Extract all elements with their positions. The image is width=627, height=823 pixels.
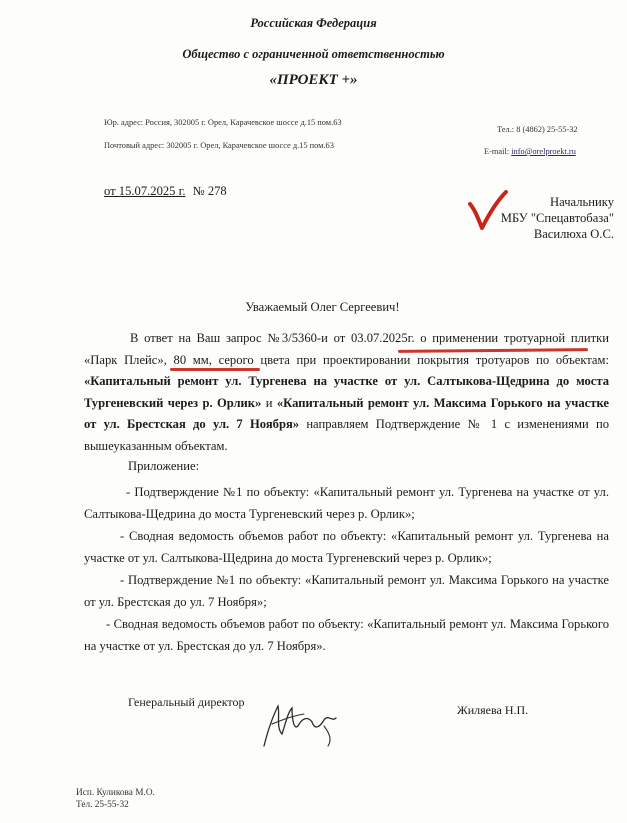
country-heading: Российская Федерация bbox=[250, 16, 377, 30]
executor-phone: Тел. 25-55-32 bbox=[76, 800, 129, 810]
recipient-name: Василюха О.С. bbox=[533, 227, 614, 241]
phone: Тел.: 8 (4862) 25-55-32 bbox=[497, 125, 578, 134]
paragraph-and: и bbox=[261, 395, 277, 410]
ref-number: № 278 bbox=[192, 184, 227, 198]
paragraph-end: направляем Подтверждение № 1 с изменениями по вышеуказанным объектам. bbox=[84, 417, 609, 453]
signatory-title: Генеральный директор bbox=[128, 695, 245, 709]
postal-address: Почтовый адрес: 302005 г. Орел, Карачевское шоссе д.15 пом.63 bbox=[104, 141, 334, 150]
executor-block bbox=[76, 787, 155, 811]
object-2-title: «Капитальный ремонт ул. Максима Горького на участке от ул. Брестская до ул. 7 Ноября» bbox=[84, 395, 609, 432]
attachment-item: - Сводная ведомость объемов работ по объекту: «Капитальный ремонт ул. Максима Горького на участке от ул. Брестская до ул. 7 Ноября». bbox=[84, 617, 609, 653]
salutation: Уважаемый Олег Сергеевич! bbox=[245, 300, 400, 314]
attachments-label: Приложение: bbox=[128, 459, 200, 473]
email-line bbox=[484, 147, 576, 158]
org-type-heading: Общество с ограниченной ответственностью bbox=[182, 47, 445, 61]
main-paragraph bbox=[84, 328, 609, 458]
legal-address: Юр. адрес: Россия, 302005 г. Орел, Карачевское шоссе д.15 пом.63 bbox=[104, 118, 342, 127]
ref-date: от 15.07.2025 г. bbox=[104, 184, 186, 198]
paragraph-start: В ответ на Ваш запрос №3/5360-и от 03.07.2025г. о применении тротуарной плитки «Парк Плейс», 80 мм, серого цвета при проектировании покрытия тротуаров по объектам: bbox=[84, 331, 609, 367]
object-1-title: «Капитальный ремонт ул. Тургенева на участке от ул. Салтыкова-Щедрина до моста Тургеневский через р. Орлик» bbox=[84, 374, 609, 410]
recipient-block bbox=[501, 194, 614, 242]
signatory-name: Жиляева Н.П. bbox=[457, 703, 529, 717]
recipient-position: Начальнику bbox=[550, 195, 614, 209]
attachment-item: - Сводная ведомость объемов работ по объекту: «Капитальный ремонт ул. Тургенева на участке от ул. Салтыкова-Щедрина до моста Тургеневский через р. Орлик»; bbox=[84, 529, 609, 565]
email-label: E-mail: bbox=[484, 147, 510, 156]
recipient-org: МБУ "Спецавтобаза" bbox=[500, 211, 614, 225]
executor-name: Исп. Куликова М.О. bbox=[76, 788, 155, 798]
outgoing-ref bbox=[104, 184, 227, 199]
attachment-item: - Подтверждение №1 по объекту: «Капитальный ремонт ул. Максима Горького на участке от ул. Брестская до ул. 7 Ноября»; bbox=[84, 573, 609, 609]
org-name-heading: «ПРОЕКТ +» bbox=[269, 72, 358, 88]
attachment-item: - Подтверждение №1 по объекту: «Капитальный ремонт ул. Тургенева на участке от ул. Салтыкова-Щедрина до моста Тургеневский через р. Орлик»; bbox=[84, 485, 609, 521]
email-link[interactable]: info@orelproekt.ru bbox=[511, 147, 576, 156]
handwritten-signature bbox=[258, 700, 348, 750]
